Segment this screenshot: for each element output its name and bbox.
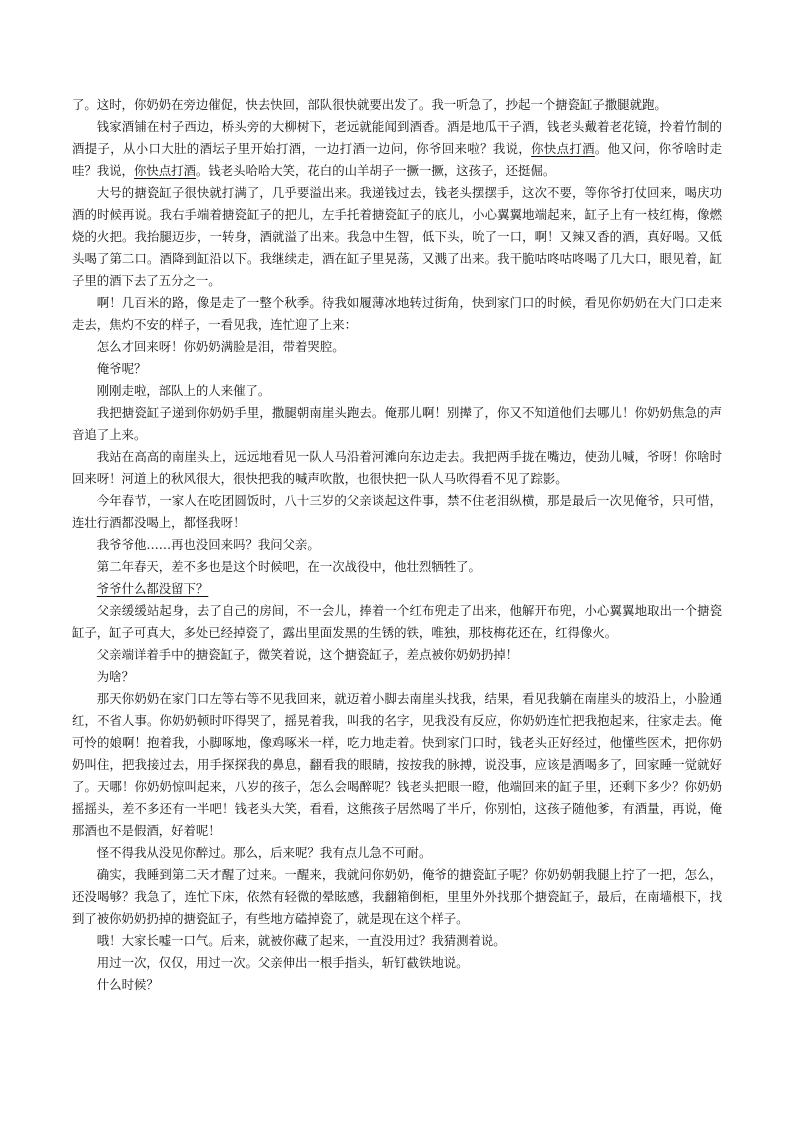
underlined-text: 你快点打酒 <box>133 163 196 178</box>
paragraph-text: 钱家酒铺在村子西边，桥头旁的大柳树下，老远就能闻到酒香。酒是地瓜干子酒，钱老头戴着老花镜，拎着竹制的酒提子，从小口大肚的酒坛子里开始打酒，一边打酒一边问，你爷回来啦？我说， <box>72 119 722 156</box>
paragraph <box>72 446 722 490</box>
paragraph <box>72 578 722 600</box>
paragraph <box>72 842 722 864</box>
paragraph <box>72 666 722 688</box>
paragraph <box>72 600 722 644</box>
paragraph-text: 。钱老头哈哈大笑，花白的山羊胡子一撅一撅，这孩子，还挺倔。 <box>195 163 556 178</box>
paragraph-text: 我爷爷他……再也没回来吗？我问父亲。 <box>96 537 320 552</box>
document-body <box>72 94 722 996</box>
underlined-text: 爷爷什么都没留下？ <box>96 581 209 596</box>
paragraph <box>72 930 722 952</box>
paragraph-text: 怎么才回来呀！你奶奶满脸是泪，带着哭腔。 <box>96 339 345 354</box>
paragraph-text: 确实，我睡到第二天才醒了过来。一醒来，我就问你奶奶，俺爷的搪瓷缸子呢？你奶奶朝我腿上拧了一把，怎么，还没喝够？我急了，连忙下床，依然有轻微的晕眩感，我翻箱倒柜，里里外外找那个搪瓷缸子，最后，在南墙根下，找到了被你奶奶扔掉的搪瓷缸子，有些地方磕掉瓷了，就是现在这个样子。 <box>72 867 722 926</box>
paragraph-text: 俺爷呢？ <box>96 361 147 376</box>
paragraph-text: 了。这时，你奶奶在旁边催促，快去快回，部队很快就要出发了。我一听急了，抄起一个搪瓷缸子撒腿就跑。 <box>72 97 667 112</box>
paragraph-text: 父亲端详着手中的搪瓷缸子，微笑着说，这个搪瓷缸子，差点被你奶奶扔掉！ <box>96 647 519 662</box>
paragraph-text: 今年春节，一家人在吃团圆饭时，八十三岁的父亲谈起这件事，禁不住老泪纵横，那是最后一次见俺爷，只可惜，连壮行酒都没喝上，都怪我呀！ <box>72 493 722 530</box>
paragraph <box>72 116 722 182</box>
paragraph <box>72 182 722 292</box>
paragraph-text: 刚刚走啦，部队上的人来催了。 <box>96 383 271 398</box>
paragraph-text: 啊！几百米的路，像是走了一整个秋季。待我如履薄冰地转过街角，快到家门口的时候，看见你奶奶在大门口走来走去，焦灼不安的样子，一看见我，连忙迎了上来： <box>72 295 722 332</box>
paragraph <box>72 644 722 666</box>
paragraph-text: 为啥？ <box>96 669 134 684</box>
paragraph-text: 我把搪瓷缸子递到你奶奶手里，撒腿朝南崖头跑去。俺那儿啊！别撵了，你又不知道他们去哪儿！你奶奶焦急的声音追了上来。 <box>72 405 722 442</box>
paragraph <box>72 292 722 336</box>
paragraph-text: 那天你奶奶在家门口左等右等不见我回来，就迈着小脚去南崖头找我，结果，看见我躺在南崖头的坡沿上，小脸通红，不省人事。你奶奶顿时吓得哭了，摇晃着我，叫我的名字，见我没有反应，你奶奶连忙把我抱起来，往家走去。俺可怜的娘啊！抱着我，小脚啄地，像鸡啄米一样，吃力地走着。快到家门口时，钱老头正好经过，他懂些医术，把你奶奶叫住，把我接过去，用手探探我的鼻息，翻看我的眼睛，按按我的脉搏，说没事，应该是酒喝多了，回家睡一觉就好了。天哪！你奶奶惊叫起来，八岁的孩子，怎么会喝醉呢？钱老头把眼一瞪，他端回来的缸子里，还剩下多少？你奶奶摇摇头，差不多还有一半吧！钱老头大笑，看看，这熊孩子居然喝了半斤，你别怕，这孩子随他爹，有酒量，再说，俺那酒也不是假酒，好着呢！ <box>72 691 722 838</box>
paragraph <box>72 490 722 534</box>
paragraph-text: 哦！大家长嘘一口气。后来，就被你藏了起来，一直没用过？我猜测着说。 <box>96 933 506 948</box>
paragraph <box>72 380 722 402</box>
paragraph <box>72 402 722 446</box>
paragraph-text: 第二年春天，差不多也是这个时候吧，在一次战役中，他壮烈牺牲了。 <box>96 559 481 574</box>
paragraph-text: 怪不得我从没见你醉过。那么，后来呢？我有点儿急不可耐。 <box>96 845 432 860</box>
paragraph <box>72 952 722 974</box>
paragraph <box>72 534 722 556</box>
paragraph <box>72 94 722 116</box>
paragraph <box>72 358 722 380</box>
paragraph-text: 什么时候？ <box>96 977 159 992</box>
paragraph-text: 。他又问，你爷啥时走哇？我说， <box>72 141 723 178</box>
paragraph-text: 大号的搪瓷缸子很快就打满了，几乎要溢出来。我递钱过去，钱老头摆摆手，这次不要，等你爷打仗回来，喝庆功酒的时候再说。我右手端着搪瓷缸子的把儿，左手托着搪瓷缸子的底儿，小心翼翼地端起来，缸子上有一枝红梅，像燃烧的火把。我抬腿迈步，一转身，酒就溢了出来。我急中生智，低下头，吮了一口，啊！又辣又香的酒，真好喝。又低头喝了第二口。酒降到缸沿以下。我继续走，酒在缸子里晃荡，又溅了出来。我干脆咕咚咕咚喝了几大口，眼见着，缸子里的酒下去了五分之一。 <box>72 185 722 288</box>
paragraph-text: 用过一次，仅仅，用过一次。父亲伸出一根手指头，斩钉截铁地说。 <box>96 955 469 970</box>
paragraph <box>72 688 722 842</box>
paragraph <box>72 864 722 930</box>
underlined-text: 你快点打酒 <box>531 141 595 156</box>
paragraph <box>72 974 722 996</box>
paragraph <box>72 556 722 578</box>
paragraph-text: 我站在高高的南崖头上，远远地看见一队人马沿着河滩向东边走去。我把两手拢在嘴边，使劲儿喊，爷呀！你啥时回来呀！河道上的秋风很大，很快把我的喊声吹散，也很快把一队人马吹得看不见了踪影。 <box>72 449 722 486</box>
paragraph-text: 父亲缓缓站起身，去了自己的房间，不一会儿，捧着一个红布兜走了出来，他解开布兜，小心翼翼地取出一个搪瓷缸子，缸子可真大，多处已经掉瓷了，露出里面发黑的生锈的铁，唯独，那枝梅花还在，红得像火。 <box>72 603 722 640</box>
paragraph <box>72 336 722 358</box>
